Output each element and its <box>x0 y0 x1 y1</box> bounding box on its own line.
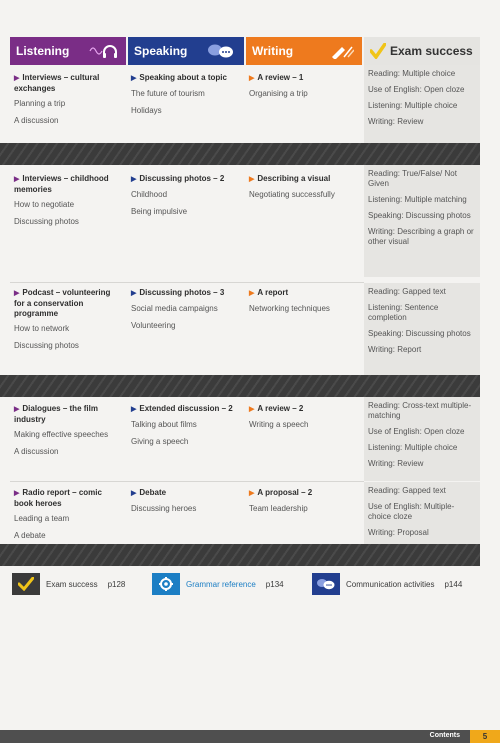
writing-sub: Organising a trip <box>249 89 308 98</box>
listening-sub: Discussing photos <box>14 217 79 226</box>
checkmark-icon <box>370 43 386 59</box>
listening-cell <box>14 288 124 358</box>
writing-sub: Negotiating successfully <box>249 190 335 199</box>
listening-cell <box>14 73 124 133</box>
exam-item: Writing: Proposal <box>368 528 429 537</box>
exam-item: Writing: Report <box>368 345 422 354</box>
speaking-cell <box>131 288 243 338</box>
exam-cell <box>364 482 480 544</box>
listening-sub: Planning a trip <box>14 99 66 108</box>
speaking-sub: Talking about films <box>131 420 197 429</box>
writing-title: ▶ A review – 2 <box>249 404 304 413</box>
listening-sub: How to network <box>14 324 70 333</box>
unit-divider-band <box>0 375 480 397</box>
speaking-sub: Giving a speech <box>131 437 189 446</box>
exam-item: Listening: Multiple choice <box>368 443 458 452</box>
communication-label: Communication activities <box>346 579 435 589</box>
exam-cell <box>364 283 480 375</box>
listening-sub: Making effective speeches <box>14 430 109 439</box>
exam-success-header <box>364 37 480 65</box>
speaking-header-label: Speaking <box>134 44 188 58</box>
speaking-header <box>128 37 244 65</box>
exam-item: Use of English: Open cloze <box>368 427 465 436</box>
speaking-title: ▶ Discussing photos – 3 <box>131 288 225 297</box>
exam-item: Writing: Review <box>368 459 424 468</box>
speaking-title: ▶ Extended discussion – 2 <box>131 404 233 413</box>
speaking-title: ▶ Speaking about a topic <box>131 73 227 82</box>
exam-success-header-label: Exam success <box>390 44 473 58</box>
grammar-reference-page: p134 <box>265 579 284 589</box>
writing-cell <box>249 73 361 106</box>
writing-sub: Writing a speech <box>249 420 309 429</box>
exam-item: Writing: Describing a graph or other visual <box>368 227 474 246</box>
listening-title: ▶ Dialogues – the film industry <box>14 404 98 424</box>
exam-success-page: p128 <box>107 579 126 589</box>
speaking-sub: Being impulsive <box>131 207 188 216</box>
writing-sub: Team leadership <box>249 504 308 513</box>
writing-title: ▶ A proposal – 2 <box>249 488 313 497</box>
unit-divider-band <box>0 143 480 165</box>
listening-sub: Leading a team <box>14 514 70 523</box>
headphones-icon <box>88 43 118 59</box>
speaking-title: ▶ Debate <box>131 488 167 497</box>
exam-cell <box>364 165 480 277</box>
exam-item: Listening: Sentence completion <box>368 303 439 322</box>
exam-cell <box>364 65 480 143</box>
speaking-cell <box>131 488 243 521</box>
listening-cell <box>14 488 124 548</box>
communication-reference[interactable] <box>312 571 462 597</box>
writing-title: ▶ A report <box>249 288 289 297</box>
speech-bubbles-icon <box>312 573 340 595</box>
speaking-cell <box>131 174 243 224</box>
exam-item: Reading: Cross-text multiple-matching <box>368 401 472 420</box>
speaking-sub: Volunteering <box>131 321 176 330</box>
listening-sub: How to negotiate <box>14 200 75 209</box>
exam-check-icon <box>12 573 40 595</box>
pencil-icon <box>328 43 354 59</box>
grammar-reference-label: Grammar reference <box>186 579 256 589</box>
exam-item: Reading: Gapped text <box>368 486 446 495</box>
speaking-sub: Childhood <box>131 190 168 199</box>
writing-cell <box>249 404 361 437</box>
writing-title: ▶ A review – 1 <box>249 73 304 82</box>
writing-cell <box>249 288 361 321</box>
listening-header <box>10 37 126 65</box>
exam-success-reference[interactable] <box>12 571 125 597</box>
exam-success-label: Exam success <box>46 579 98 589</box>
listening-title: ▶ Interviews – cultural exchanges <box>14 73 100 93</box>
speaking-sub: Discussing heroes <box>131 504 197 513</box>
gear-icon <box>152 573 180 595</box>
exam-item: Reading: True/False/ Not Given <box>368 169 457 188</box>
exam-item: Use of English: Open cloze <box>368 85 465 94</box>
listening-header-label: Listening <box>16 44 70 58</box>
speaking-cell <box>131 404 243 454</box>
listening-cell <box>14 174 124 234</box>
communication-page: p144 <box>444 579 463 589</box>
page-number: 5 <box>470 730 500 743</box>
listening-sub: A discussion <box>14 447 59 456</box>
listening-sub: Discussing photos <box>14 341 79 350</box>
exam-item: Writing: Review <box>368 117 424 126</box>
listening-title: ▶ Podcast – volunteering for a conservation programme <box>14 288 111 318</box>
writing-cell <box>249 488 361 521</box>
speaking-title: ▶ Discussing photos – 2 <box>131 174 225 183</box>
exam-item: Speaking: Discussing photos <box>368 329 471 338</box>
exam-item: Speaking: Discussing photos <box>368 211 471 220</box>
grammar-reference[interactable] <box>152 571 284 597</box>
row-divider <box>10 481 364 482</box>
unit-divider-band <box>0 544 480 566</box>
writing-cell <box>249 174 361 207</box>
speaking-cell <box>131 73 243 123</box>
speaking-sub: Holidays <box>131 106 162 115</box>
row-divider <box>10 282 364 283</box>
speaking-sub: Social media campaigns <box>131 304 218 313</box>
exam-item: Listening: Multiple matching <box>368 195 467 204</box>
exam-item: Listening: Multiple choice <box>368 101 458 110</box>
writing-header-label: Writing <box>252 44 294 58</box>
exam-item: Reading: Gapped text <box>368 287 446 296</box>
page-label: Contents <box>429 732 460 739</box>
exam-item: Use of English: Multiple-choice cloze <box>368 502 455 521</box>
exam-cell <box>364 397 480 481</box>
page-footer-bar <box>0 730 500 743</box>
speaking-sub: The future of tourism <box>131 89 205 98</box>
writing-header <box>246 37 362 65</box>
listening-sub: A discussion <box>14 116 59 125</box>
writing-sub: Networking techniques <box>249 304 330 313</box>
writing-title: ▶ Describing a visual <box>249 174 331 183</box>
exam-item: Reading: Multiple choice <box>368 69 456 78</box>
listening-title: ▶ Radio report – comic book heroes <box>14 488 102 508</box>
listening-sub: A debate <box>14 531 46 540</box>
speech-bubbles-icon <box>206 43 236 59</box>
listening-title: ▶ Interviews – childhood memories <box>14 174 109 194</box>
listening-cell <box>14 404 124 464</box>
